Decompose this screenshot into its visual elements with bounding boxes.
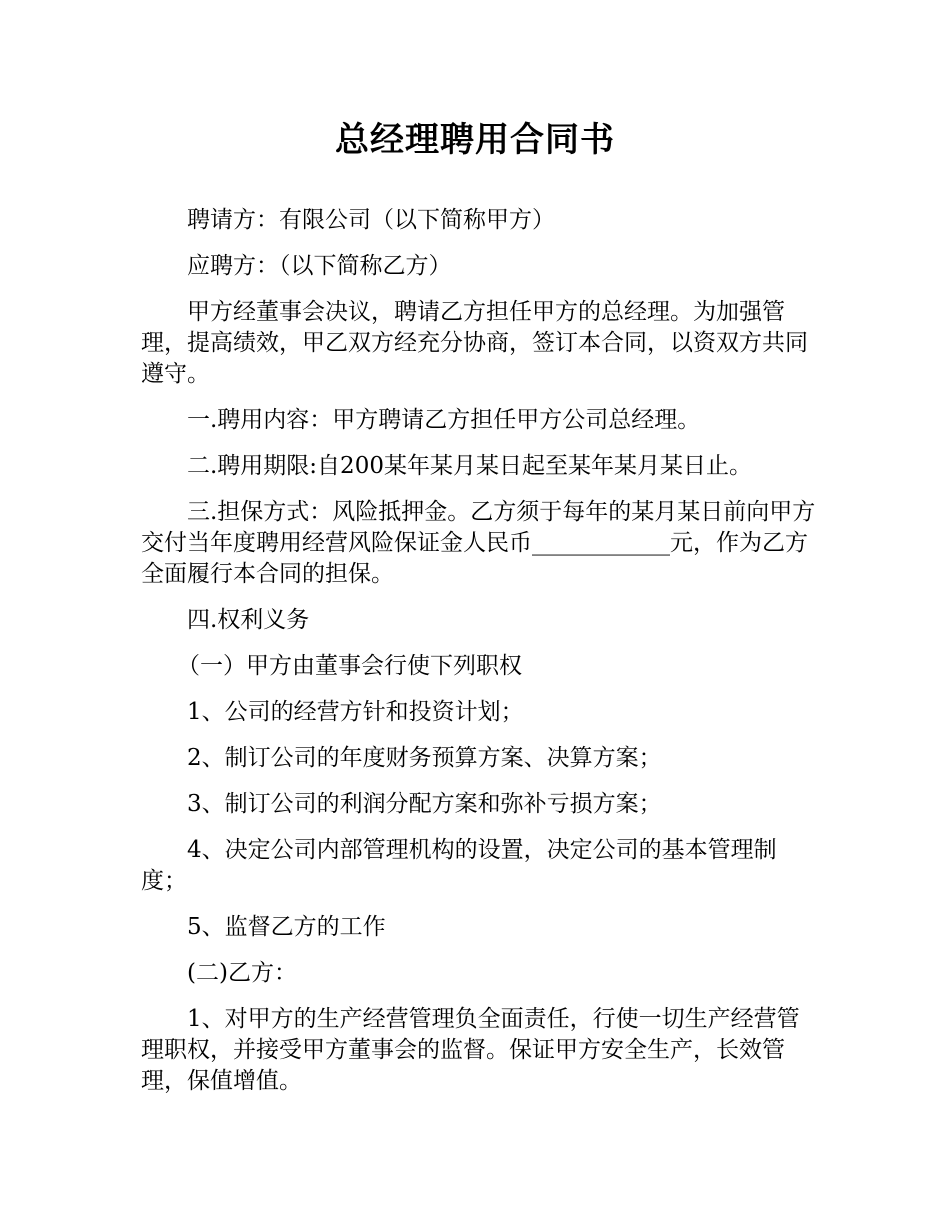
party-b-line: 应聘方：（以下简称乙方） [187, 253, 452, 279]
party-a-power-2: 2、制订公司的年度财务预算方案、决算方案； [187, 745, 662, 771]
document-body [141, 205, 821, 1112]
section-party-b: (二)乙方： [187, 960, 297, 986]
section-party-a-powers: （一）甲方由董事会行使下列职权 [177, 653, 522, 679]
clause-2-employment-term: 二.聘用期限:自200某年某月某日起至某年某月某日止。 [187, 453, 752, 479]
clause-1-employment-content: 一.聘用内容：甲方聘请乙方担任甲方公司总经理。 [187, 407, 701, 433]
party-a-power-3: 3、制订公司的利润分配方案和弥补亏损方案； [187, 791, 662, 817]
party-a-power-4: 4、决定公司内部管理机构的设置，决定公司的基本管理制度； [141, 837, 777, 894]
party-a-power-5: 5、监督乙方的工作 [187, 914, 386, 940]
party-a-power-1: 1、公司的经营方针和投资计划； [187, 699, 524, 725]
clause-3-guarantee: 三.担保方式：风险抵押金。乙方须于每年的某月某日前向甲方交付当年度聘用经营风险保证金人民币____________元，作为乙方全面履行本合同的担保。 [141, 499, 816, 587]
document-title: 总经理聘用合同书 [335, 120, 615, 160]
party-a-line: 聘请方：有限公司（以下简称甲方） [187, 207, 555, 233]
preamble-paragraph: 甲方经董事会决议，聘请乙方担任甲方的总经理。为加强管理，提高绩效，甲乙双方经充分协商，签订本合同，以资双方共同遵守。 [141, 299, 808, 387]
party-b-duty-1: 1、对甲方的生产经营管理负全面责任，行使一切生产经营管理职权，并接受甲方董事会的监督。保证甲方安全生产，长效管理，保值增值。 [141, 1006, 800, 1094]
clause-4-rights-obligations: 四.权利义务 [187, 607, 310, 633]
